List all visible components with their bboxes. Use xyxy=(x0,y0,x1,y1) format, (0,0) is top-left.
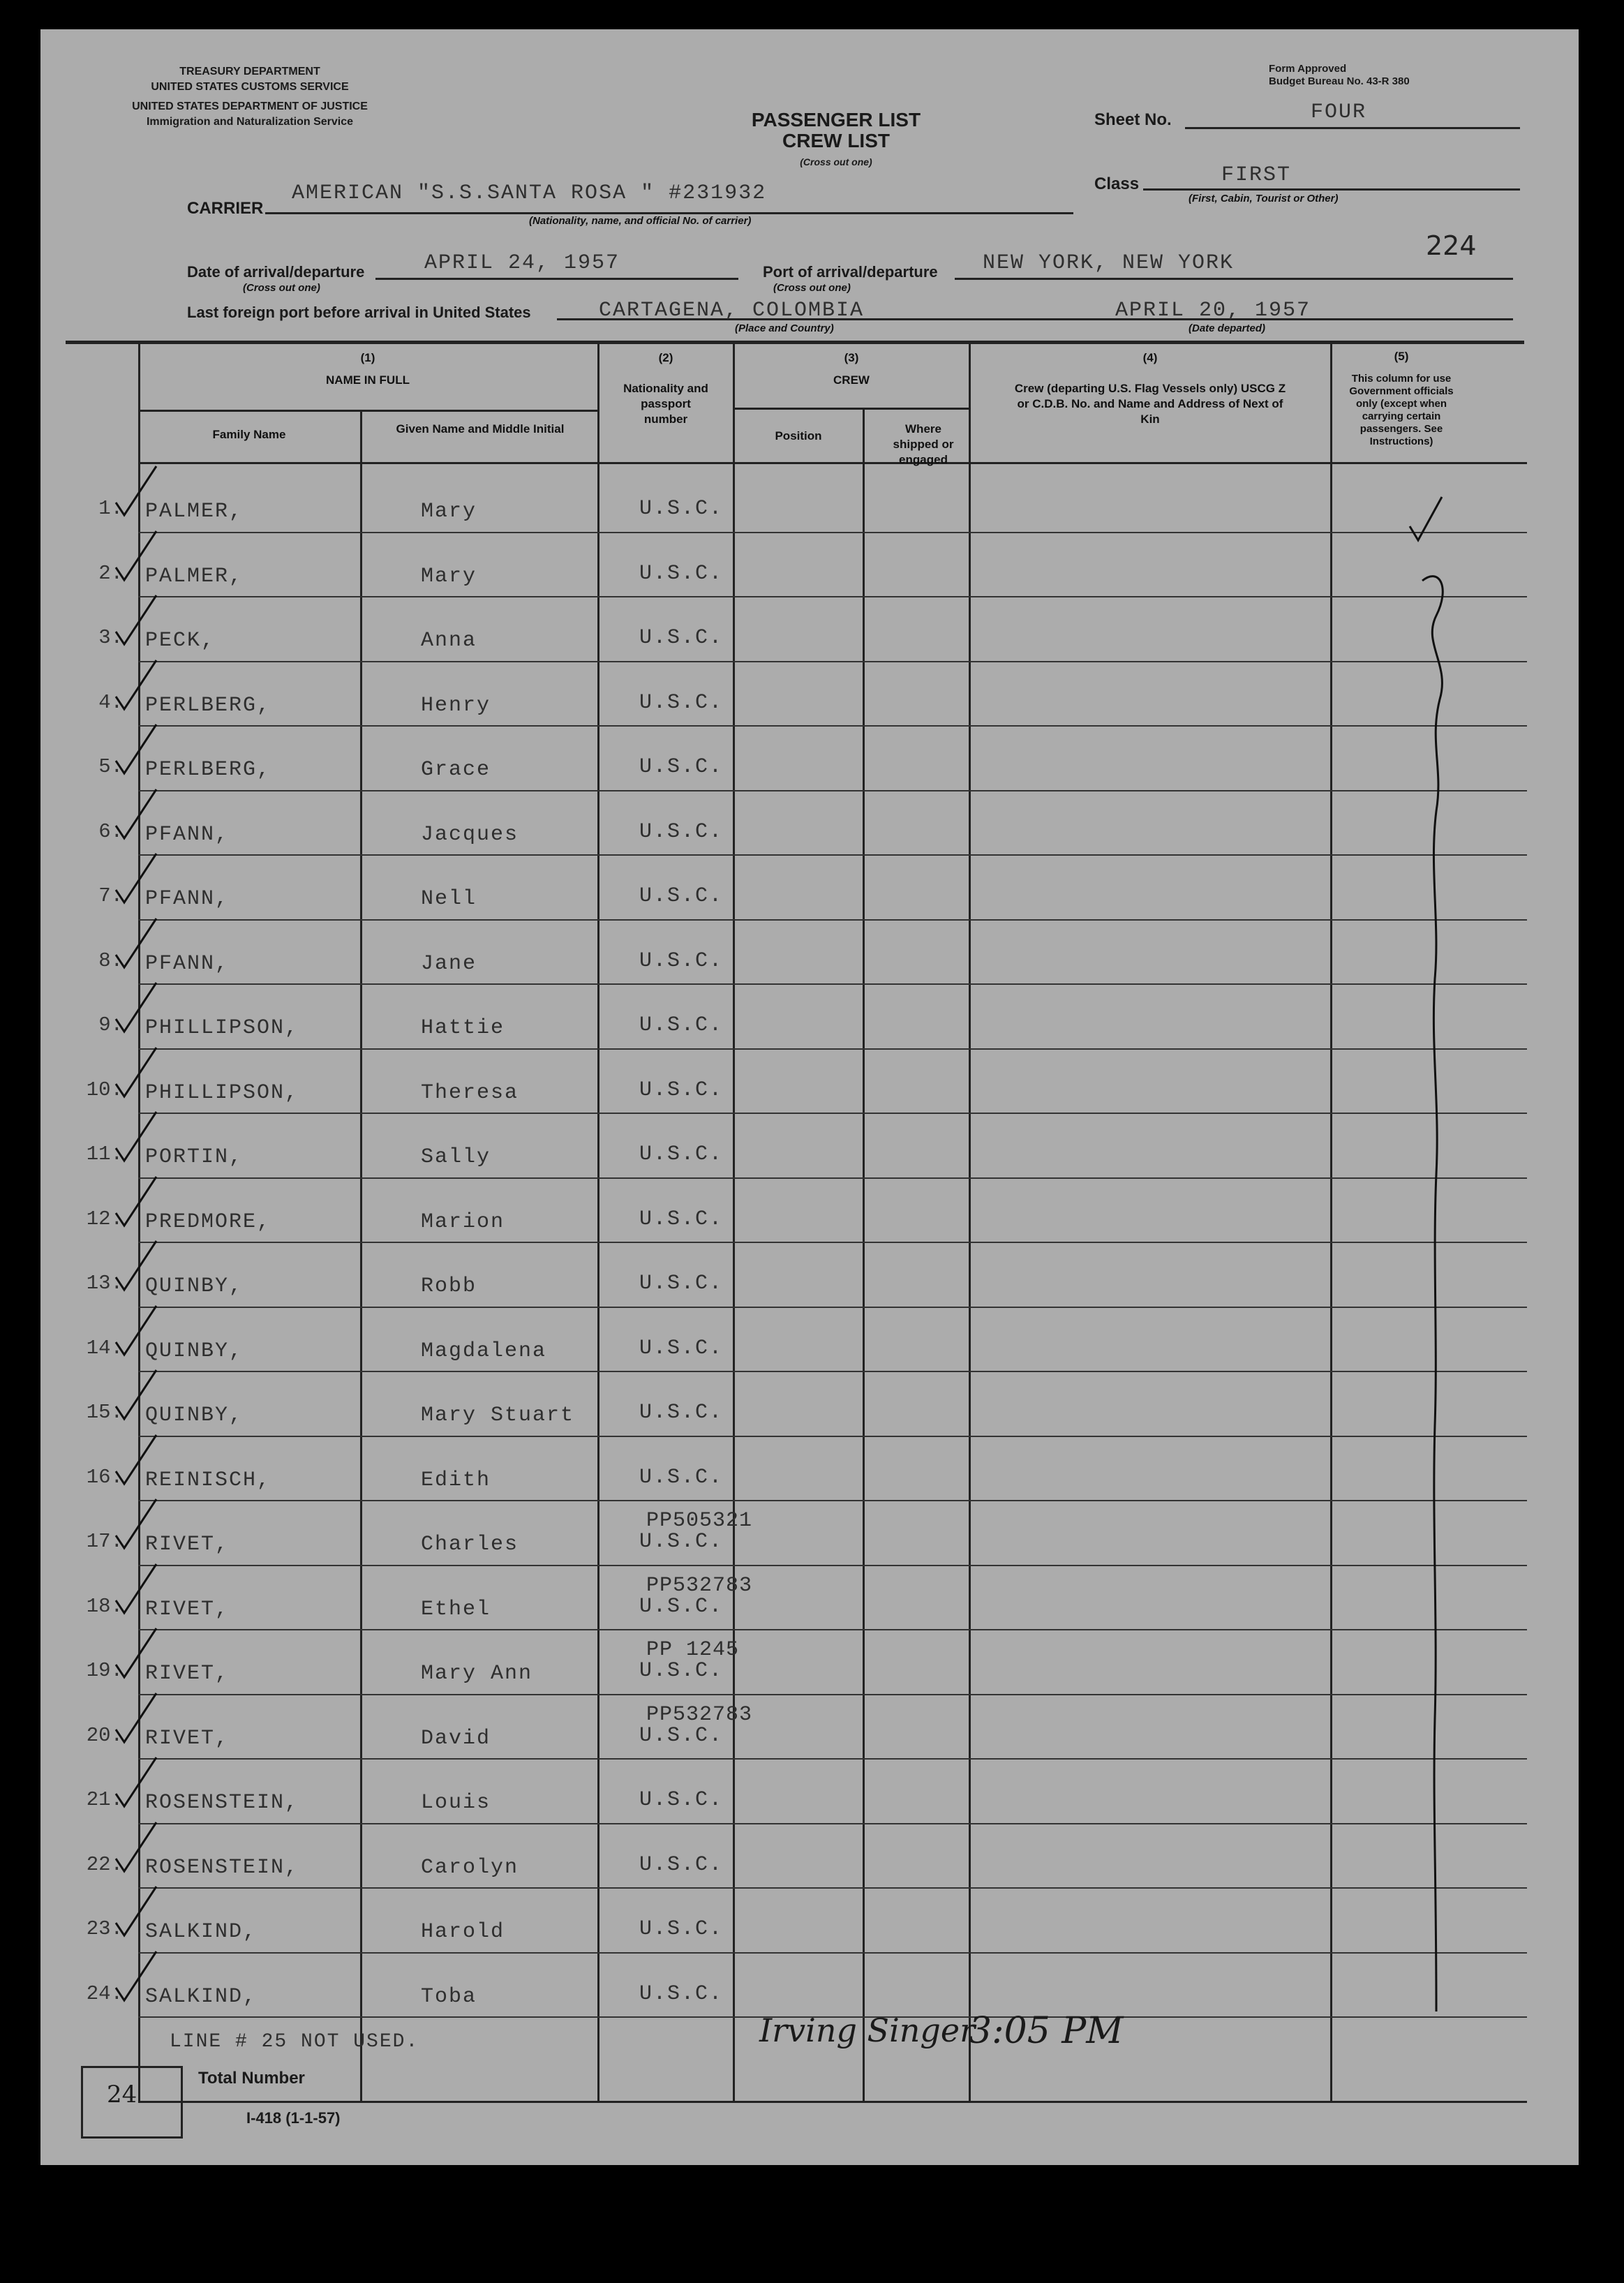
title-crew: CREW LIST xyxy=(782,130,890,151)
title-crossout: (Cross out one) xyxy=(800,156,872,168)
agency-line-2: UNITED STATES CUSTOMS SERVICE xyxy=(151,81,349,93)
departed-hint: (Date departed) xyxy=(1189,322,1266,334)
table-row xyxy=(40,1373,1579,1438)
given-name: Jacques xyxy=(421,822,519,847)
row-number: 13. xyxy=(86,1272,123,1295)
total-value: 24 xyxy=(107,2081,137,2109)
family-name: RIVET, xyxy=(145,1662,230,1686)
agency-line-4: Immigration and Naturalization Service xyxy=(146,116,354,128)
nationality: U.S.C. xyxy=(639,819,724,844)
table-row xyxy=(40,1115,1579,1180)
col3-num: (3) xyxy=(844,351,859,364)
sheet-value: FOUR xyxy=(1311,101,1367,124)
family-name: ROSENSTEIN, xyxy=(145,1791,299,1815)
nationality: U.S.C. xyxy=(639,1594,724,1619)
nationality: U.S.C. xyxy=(639,561,724,586)
nationality: U.S.C. xyxy=(639,1852,724,1877)
last-port-hint: (Place and Country) xyxy=(735,322,834,334)
family-name: PFANN, xyxy=(145,887,230,911)
page-number: 224 xyxy=(1426,230,1477,261)
given-name: Anna xyxy=(421,629,477,653)
table-row xyxy=(40,792,1579,857)
family-name: PERLBERG, xyxy=(145,758,271,782)
given-name: Mary xyxy=(421,564,477,588)
family-name: QUINBY, xyxy=(145,1339,244,1363)
nationality: U.S.C. xyxy=(639,1659,724,1683)
family-name: REINISCH, xyxy=(145,1468,271,1492)
nationality: U.S.C. xyxy=(639,755,724,779)
total-box xyxy=(81,2066,183,2139)
given-name: Jane xyxy=(421,951,477,976)
departed-value: APRIL 20, 1957 xyxy=(1115,299,1311,322)
given-name: Harold xyxy=(421,1920,505,1944)
nationality: U.S.C. xyxy=(639,1143,724,1166)
class-value: FIRST xyxy=(1221,163,1292,187)
family-name: SALKIND, xyxy=(145,1984,258,2009)
table-row xyxy=(40,1567,1579,1632)
col3-header xyxy=(734,350,969,388)
given-name: Nell xyxy=(421,887,477,911)
family-name: RIVET, xyxy=(145,1533,230,1556)
col5-num: (5) xyxy=(1394,350,1409,363)
given-name: David xyxy=(421,1726,491,1750)
row-number: 1. xyxy=(98,497,123,520)
row-number: 9. xyxy=(98,1013,123,1036)
col1-title: NAME IN FULL xyxy=(326,373,410,387)
family-name: RIVET, xyxy=(145,1726,230,1750)
family-name: PECK, xyxy=(145,629,216,653)
table-row xyxy=(40,1050,1579,1115)
table-bottom-rule xyxy=(138,2101,1527,2103)
nationality: U.S.C. xyxy=(639,1981,724,2006)
table-row xyxy=(40,1631,1579,1696)
row-number: 20. xyxy=(86,1723,123,1747)
signature: Irving Singer xyxy=(759,2011,976,2049)
row-number: 16. xyxy=(86,1465,123,1489)
row-number: 22. xyxy=(86,1852,123,1876)
table-row xyxy=(40,1309,1579,1374)
table-row xyxy=(40,1760,1579,1825)
line25-note: LINE # 25 NOT USED. xyxy=(170,2031,419,2053)
family-name: PFANN, xyxy=(145,822,230,847)
shipped-header: Where shipped or engaged xyxy=(893,422,954,466)
row-number: 3. xyxy=(98,626,123,649)
carrier-hint: (Nationality, name, and official No. of carrier) xyxy=(529,215,752,227)
agency-header xyxy=(68,64,431,130)
given-name: Mary Stuart xyxy=(421,1404,575,1427)
date-hint: (Cross out one) xyxy=(243,282,320,294)
last-port-value: CARTAGENA, COLOMBIA xyxy=(599,299,865,322)
nationality: U.S.C. xyxy=(639,626,724,650)
row-number: 23. xyxy=(86,1917,123,1940)
timestamp: 3:05 PM xyxy=(969,2010,1124,2052)
family-name: PORTIN, xyxy=(145,1145,244,1169)
nationality: U.S.C. xyxy=(639,1207,724,1231)
date-value: APRIL 24, 1957 xyxy=(424,251,620,275)
given-name: Theresa xyxy=(421,1080,519,1105)
nationality: U.S.C. xyxy=(639,497,724,521)
given-name: Edith xyxy=(421,1468,491,1492)
class-label: Class xyxy=(1094,174,1140,193)
table-row xyxy=(40,1696,1579,1761)
col1-num: (1) xyxy=(360,351,375,364)
given-name: Henry xyxy=(421,693,491,717)
given-name: Louis xyxy=(421,1791,491,1815)
given-name: Charles xyxy=(421,1533,519,1556)
row-number: 14. xyxy=(86,1336,123,1360)
row-number: 11. xyxy=(86,1143,123,1166)
date-label: Date of arrival/departure xyxy=(187,263,365,281)
row-number: 18. xyxy=(86,1594,123,1618)
given-name: Toba xyxy=(421,1984,477,2009)
given-name: Grace xyxy=(421,758,491,782)
family-name: ROSENSTEIN, xyxy=(145,1855,299,1880)
passport-number: PP532783 xyxy=(646,1702,753,1727)
family-name: PERLBERG, xyxy=(145,693,271,717)
row-number: 15. xyxy=(86,1401,123,1424)
nationality: U.S.C. xyxy=(639,1401,724,1425)
family-name: RIVET, xyxy=(145,1597,230,1621)
row-number: 6. xyxy=(98,819,123,843)
passport-number: PP 1245 xyxy=(646,1638,740,1662)
given-name: Robb xyxy=(421,1274,477,1298)
nationality: U.S.C. xyxy=(639,1336,724,1360)
nationality: U.S.C. xyxy=(639,1917,724,1941)
col3-title: CREW xyxy=(833,373,870,387)
col4-header xyxy=(970,350,1330,427)
given-name: Ethel xyxy=(421,1597,491,1621)
official-bracket-mark xyxy=(1401,476,1485,2081)
table-row xyxy=(40,598,1579,663)
nationality: U.S.C. xyxy=(639,1078,724,1102)
family-name: PFANN, xyxy=(145,951,230,976)
nationality: U.S.C. xyxy=(639,690,724,715)
given-name: Magdalena xyxy=(421,1339,547,1363)
col2-header xyxy=(599,350,733,427)
nationality: U.S.C. xyxy=(639,1530,724,1554)
table-row xyxy=(40,1438,1579,1503)
nationality: U.S.C. xyxy=(639,1723,724,1748)
given-name: Sally xyxy=(421,1145,491,1169)
table-row xyxy=(40,1825,1579,1890)
table-row xyxy=(40,1502,1579,1567)
col1-header xyxy=(138,350,597,388)
budget-bureau: Budget Bureau No. 43-R 380 xyxy=(1269,75,1410,87)
table-row xyxy=(40,1889,1579,1954)
table-row xyxy=(40,663,1579,728)
col2-num: (2) xyxy=(658,351,673,364)
row-number: 4. xyxy=(98,690,123,714)
table-row xyxy=(40,921,1579,986)
last-port-label: Last foreign port before arrival in United States xyxy=(187,304,531,321)
table-row xyxy=(40,1244,1579,1309)
table-top-rule xyxy=(66,341,1524,344)
row-number: 7. xyxy=(98,884,123,907)
col5-header xyxy=(1332,350,1471,448)
family-name-header: Family Name xyxy=(212,428,286,441)
nationality: U.S.C. xyxy=(639,949,724,973)
nationality: U.S.C. xyxy=(639,1465,724,1489)
given-name: Carolyn xyxy=(421,1855,519,1880)
family-name: QUINBY, xyxy=(145,1404,244,1427)
family-name: PALMER, xyxy=(145,564,244,588)
row-number: 8. xyxy=(98,949,123,972)
total-label: Total Number xyxy=(198,2069,305,2088)
table-row xyxy=(40,469,1579,534)
port-label: Port of arrival/departure xyxy=(763,263,938,281)
family-name: PHILLIPSON, xyxy=(145,1016,299,1040)
nationality: U.S.C. xyxy=(639,1272,724,1295)
family-name: QUINBY, xyxy=(145,1274,244,1298)
row-number: 19. xyxy=(86,1659,123,1682)
row-number: 21. xyxy=(86,1788,123,1811)
given-name: Hattie xyxy=(421,1016,505,1040)
table-row xyxy=(40,986,1579,1050)
passport-number: PP532783 xyxy=(646,1573,753,1598)
agency-line-3: UNITED STATES DEPARTMENT OF JUSTICE xyxy=(132,101,368,112)
port-value: NEW YORK, NEW YORK xyxy=(983,251,1235,275)
row-number: 5. xyxy=(98,755,123,778)
carrier-value: AMERICAN "S.S.SANTA ROSA " #231932 xyxy=(292,181,767,205)
passport-number: PP505321 xyxy=(646,1509,753,1533)
manifest-page xyxy=(40,29,1579,2165)
agency-line-1: TREASURY DEPARTMENT xyxy=(179,66,320,77)
given-name: Mary Ann xyxy=(421,1662,533,1686)
row-number: 12. xyxy=(86,1207,123,1230)
nationality: U.S.C. xyxy=(639,1788,724,1812)
form-approval xyxy=(1269,63,1410,88)
carrier-label: CARRIER xyxy=(187,199,264,218)
table-row xyxy=(40,1180,1579,1244)
form-number: I-418 (1-1-57) xyxy=(246,2109,341,2127)
col4-title: Crew (departing U.S. Flag Vessels only) USCG Z or C.D.B. No. and Name and Address of Next of Kin xyxy=(1014,382,1286,426)
table-row xyxy=(40,727,1579,792)
title-passenger: PASSENGER LIST xyxy=(751,109,921,131)
class-hint: (First, Cabin, Tourist or Other) xyxy=(1189,193,1339,204)
given-name-header: Given Name and Middle Initial xyxy=(396,422,565,436)
row-number: 17. xyxy=(86,1530,123,1553)
row-number: 24. xyxy=(86,1981,123,2005)
given-name: Mary xyxy=(421,500,477,523)
given-name: Marion xyxy=(421,1210,505,1234)
col5-title: This column for use Government officials only (except when carrying certain passengers. See Instructions) xyxy=(1349,373,1454,447)
sheet-label: Sheet No. xyxy=(1094,110,1172,129)
nationality: U.S.C. xyxy=(639,1013,724,1037)
position-header: Position xyxy=(775,429,822,443)
family-name: PREDMORE, xyxy=(145,1210,271,1234)
table-row xyxy=(40,856,1579,921)
family-name: PALMER, xyxy=(145,500,244,523)
family-name: PHILLIPSON, xyxy=(145,1080,299,1105)
table-row xyxy=(40,534,1579,599)
table-row xyxy=(40,1954,1579,2019)
col2-title: Nationality and passport number xyxy=(623,382,708,426)
form-approved: Form Approved xyxy=(1269,63,1347,75)
family-name: SALKIND, xyxy=(145,1920,258,1944)
nationality: U.S.C. xyxy=(639,884,724,908)
port-hint: (Cross out one) xyxy=(773,282,851,294)
row-number: 2. xyxy=(98,561,123,585)
list-title xyxy=(683,110,990,172)
col4-num: (4) xyxy=(1142,351,1158,364)
row-number: 10. xyxy=(86,1078,123,1101)
